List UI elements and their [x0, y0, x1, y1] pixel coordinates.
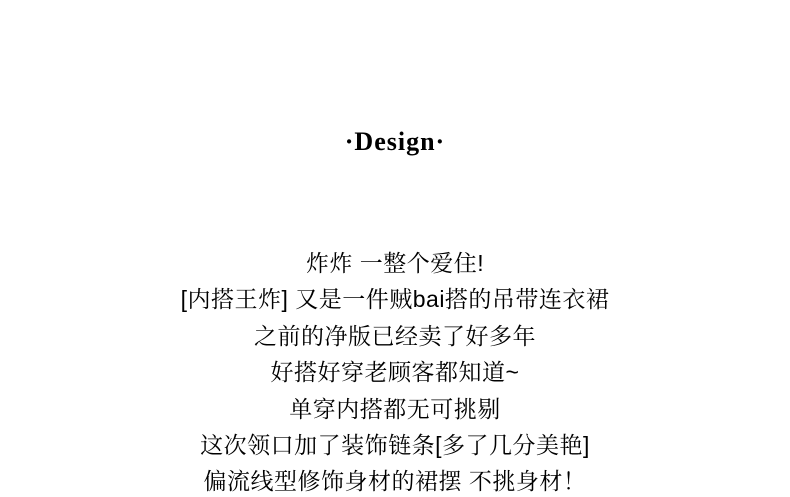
copy-line: 好搭好穿老顾客都知道~ [270, 359, 520, 386]
copy-line: 炸炸 一整个爱住! [305, 250, 485, 276]
copy-line: [内搭王炸] 又是一件贼bai搭的吊带连衣裙 [180, 286, 610, 313]
copy-line: 单穿内搭都无可挑剔 [289, 395, 501, 422]
copy-block [0, 245, 790, 497]
copy-line: 之前的净版已经卖了好多年 [254, 322, 536, 349]
copy-line: 偏流线型修饰身材的裙摆 不挑身材！ [203, 468, 587, 495]
copy-line: 这次领口加了装饰链条[多了几分美艳] [200, 432, 590, 459]
design-heading: ·Design· [344, 127, 446, 156]
